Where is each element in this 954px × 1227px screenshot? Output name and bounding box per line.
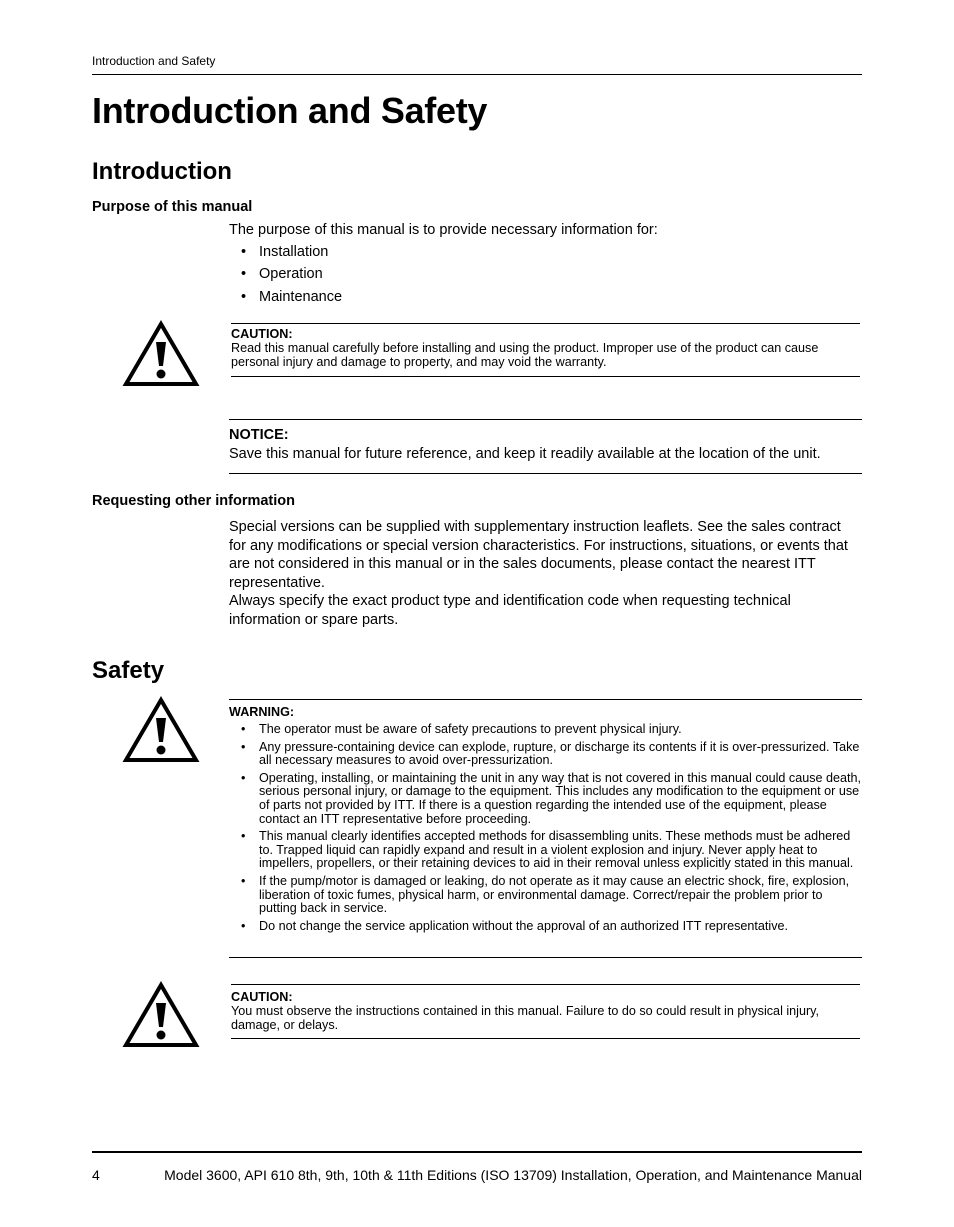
purpose-list [229,243,829,310]
purpose-heading: Purpose of this manual [92,199,253,215]
introduction-heading: Introduction [92,158,232,185]
caution-label: CAUTION: [231,327,293,341]
requesting-paragraph-1: Special versions can be supplied with supplementary instruction leaflets. See the sales contract for any modifications or special version characteristics. For instructions, situations, or events that are not considered in this manual or in the sales documents, please contact the nearest ITT representative. [229,519,848,591]
warning-label: WARNING: [229,705,295,719]
caution-box-2 [231,984,860,1039]
purpose-lead: The purpose of this manual is to provide necessary information for: [229,222,658,238]
caution-text: You must observe the instructions contained in this manual. Failure to do so could result in physical injury, damage, or delays. [231,1004,820,1032]
warning-triangle-icon [122,696,200,764]
notice-box [229,419,862,474]
safety-heading: Safety [92,657,165,684]
warning-list [229,723,862,933]
list-item: • Operation [229,265,829,287]
warning-triangle-icon [122,320,200,388]
requesting-heading: Requesting other information [92,493,295,509]
list-item: • Installation [229,243,829,265]
list-item: • This manual clearly identifies accepted methods for disassembling units. These methods must be adhered to. Trapped liquid can rapidly expand and result in a violent explosion and injury. Never apply heat to impellers, propellers, or their retaining devices to aid in their removal unless explicitly stated in this manual. [229,830,862,871]
header-rule [92,74,862,75]
page-number: 4 [92,1167,100,1183]
footer-manual-title: Model 3600, API 610 8th, 9th, 10th & 11th Editions (ISO 13709) Installation, Operation, and Maintenance Manual [164,1167,862,1183]
caution-label: CAUTION: [231,990,293,1004]
running-header: Introduction and Safety [92,54,216,68]
list-item: • Any pressure-containing device can explode, rupture, or discharge its contents if it is over-pressurized. Take all necessary measures to avoid over-pressurization. [229,741,862,768]
notice-text: Save this manual for future reference, and keep it readily available at the location of the unit. [229,446,821,462]
caution-box-1 [231,323,860,377]
list-item: • Do not change the service application without the approval of an authorized ITT representative. [229,920,862,934]
caution-text: Read this manual carefully before installing and using the product. Improper use of the product can cause personal injury and damage to property, and may void the warranty. [231,341,819,369]
footer-rule [92,1151,862,1153]
list-item: • If the pump/motor is damaged or leaking, do not operate as it may cause an electric shock, fire, explosion, liberation of toxic fumes, physical harm, or environmental damage. Correct/repair the problem prior to putting back in service. [229,875,862,916]
requesting-body [229,518,859,629]
warning-box [229,699,862,958]
notice-label: NOTICE: [229,427,289,443]
requesting-paragraph-2: Always specify the exact product type and identification code when requesting technical information or spare parts. [229,593,791,628]
list-item: • Maintenance [229,288,829,310]
list-item: • Operating, installing, or maintaining the unit in any way that is not covered in this manual could cause death, serious personal injury, or damage to the equipment. This includes any modification to the equipment or use of parts not provided by ITT. If there is a question regarding the intended use of the equipment, please contact an ITT representative before proceeding. [229,772,862,826]
list-item: • The operator must be aware of safety precautions to prevent physical injury. [229,723,862,737]
warning-triangle-icon [122,981,200,1049]
page-title: Introduction and Safety [92,90,488,131]
